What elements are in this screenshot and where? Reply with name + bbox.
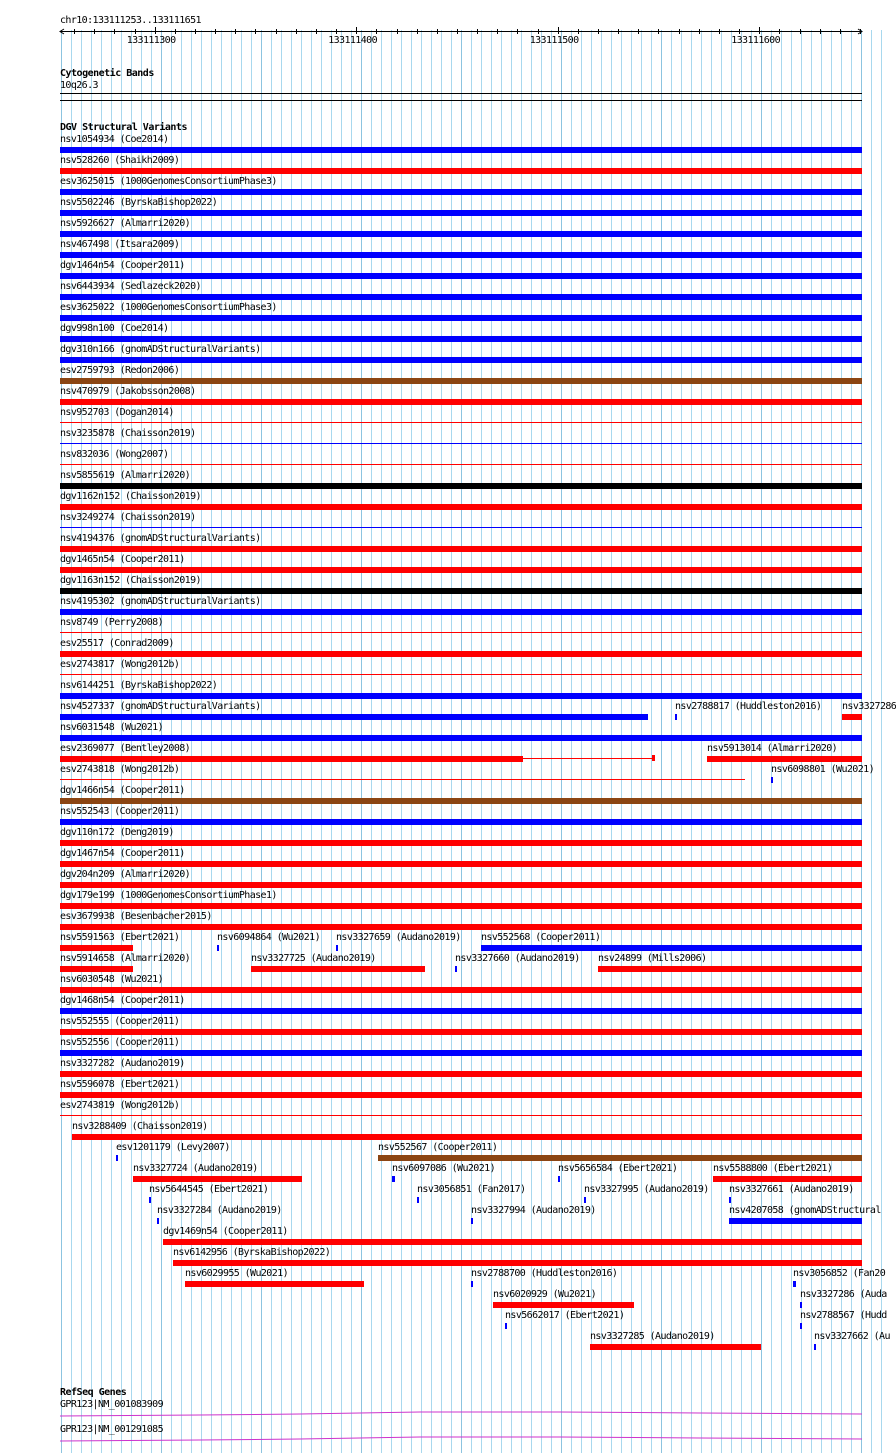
variant-bar [598,966,862,972]
variant-bar [60,945,133,951]
refseq-track-title: RefSeq Genes [60,1387,127,1398]
variant-label[interactable]: nsv2788567 (Hudd [800,1310,887,1321]
variant-bar [493,1302,634,1308]
variant-label[interactable]: dgv204n209 (Almarri2020) [60,869,191,880]
variant-bar [60,735,862,741]
variant-bar [60,399,862,405]
variant-bar [60,674,862,675]
variant-label[interactable]: nsv552543 (Cooper2011) [60,806,180,817]
variant-label[interactable]: nsv6443934 (Sedlazeck2020) [60,281,201,292]
variant-label[interactable]: esv25517 (Conrad2009) [60,638,174,649]
variant-bar [336,945,338,951]
variant-bar [60,714,648,720]
variant-bar [60,924,862,930]
variant-bar [60,1050,862,1056]
variant-label[interactable]: dgv310n166 (gnomADStructuralVariants) [60,344,261,355]
variant-label[interactable]: nsv3327662 (Au [814,1331,890,1342]
variant-bar [173,1260,862,1266]
variant-bar [590,1344,761,1350]
variant-label[interactable]: nsv4194376 (gnomADStructuralVariants) [60,533,261,544]
variant-bar [707,756,862,762]
variant-label[interactable]: dgv1468n54 (Cooper2011) [60,995,185,1006]
variant-bar [60,1008,862,1014]
variant-bar [60,273,862,279]
variant-bar [60,1029,862,1035]
variant-connector [523,758,652,759]
variant-label[interactable]: dgv1466n54 (Cooper2011) [60,785,185,796]
variant-bar [149,1197,151,1203]
variant-bar [455,966,457,972]
variant-bar [60,840,862,846]
variant-bar [60,1115,862,1116]
variant-label[interactable]: nsv3327661 (Audano2019) [729,1184,854,1195]
variant-bar [471,1218,473,1224]
variant-bar [251,966,425,972]
variant-label[interactable]: dgv1465n54 (Cooper2011) [60,554,185,565]
variant-label[interactable]: esv3679938 (Besenbacher2015) [60,911,212,922]
variant-label[interactable]: nsv3249274 (Chaisson2019) [60,512,196,523]
variant-label[interactable]: nsv6030548 (Wu2021) [60,974,163,985]
ruler-tick-label: 133111500 [529,35,579,46]
variant-label[interactable]: nsv2788817 (Huddleston2016) [675,701,822,712]
variant-bar [60,422,862,423]
variant-block [652,755,655,761]
variant-label[interactable]: nsv5591563 (Ebert2021) [60,932,180,943]
variant-label[interactable]: nsv5502246 (ByrskaBishop2022) [60,197,218,208]
ruler-tick-label: 133111600 [731,35,781,46]
variant-bar [60,189,862,195]
variant-label[interactable]: esv2369077 (Bentley2008) [60,743,191,754]
variant-bar [60,756,523,762]
variant-bar [60,378,862,384]
dgv-track-title: DGV Structural Variants [60,122,187,133]
variant-label[interactable]: nsv3327660 (Audano2019) [455,953,580,964]
variant-label[interactable]: nsv5926627 (Almarri2020) [60,218,191,229]
variant-label[interactable]: nsv467498 (Itsara2009) [60,239,180,250]
variant-label[interactable]: nsv3327286 (Auda [800,1289,887,1300]
gene-model [60,1437,862,1441]
variant-bar [60,651,862,657]
ruler-tick-label: 133111400 [328,35,377,46]
variant-label[interactable]: dgv179e199 (1000GenomesConsortiumPhase1) [60,890,277,901]
variant-label[interactable]: nsv5662017 (Ebert2021) [505,1310,625,1321]
variant-bar [60,504,862,510]
variant-bar [60,210,862,216]
variant-bar [60,464,862,465]
variant-bar [60,336,862,342]
variant-bar [60,1071,862,1077]
variant-bar [60,798,862,804]
variant-bar [60,567,862,573]
variant-bar [60,966,133,972]
variant-label[interactable]: nsv4527337 (gnomADStructuralVariants) [60,701,261,712]
variant-bar [60,294,862,300]
variant-bar [60,632,862,633]
gene-model [60,1412,862,1416]
variant-label[interactable]: nsv2788700 (Huddleston2016) [471,1268,618,1279]
variant-bar [60,546,862,552]
variant-label[interactable]: esv1201179 (Levy2007) [116,1142,230,1153]
variant-bar [60,231,862,237]
variant-label[interactable]: nsv3056851 (Fan2017) [417,1184,526,1195]
variant-bar [675,714,677,720]
variant-label[interactable]: nsv832036 (Wong2007) [60,449,169,460]
ruler-tick-label: 133111300 [126,35,176,46]
variant-label[interactable]: nsv5914658 (Almarri2020) [60,953,191,964]
variant-bar [60,315,862,321]
variant-bar [842,714,862,720]
variant-bar [60,527,862,528]
variant-label[interactable]: esv2743819 (Wong2012b) [60,1100,180,1111]
variant-bar [60,1092,862,1098]
variant-label[interactable]: nsv5644545 (Ebert2021) [149,1184,269,1195]
variant-label[interactable]: nsv6142956 (ByrskaBishop2022) [173,1247,331,1258]
variant-bar [558,1176,560,1182]
cytoband-track-title: Cytogenetic Bands [60,68,154,79]
variant-label[interactable]: nsv528260 (Shaikh2009) [60,155,180,166]
variant-label[interactable]: nsv5596078 (Ebert2021) [60,1079,180,1090]
variant-bar [60,443,862,444]
variant-bar [417,1197,419,1203]
variant-bar [60,882,862,888]
variant-label[interactable]: nsv3327659 (Audano2019) [336,932,461,943]
variant-label[interactable]: nsv6020929 (Wu2021) [493,1289,596,1300]
variant-bar [116,1155,118,1161]
variant-bar [729,1218,862,1224]
variant-bar [60,861,862,867]
variant-label[interactable]: dgv1162n152 (Chaisson2019) [60,491,201,502]
variant-bar [584,1197,586,1203]
variant-bar [771,777,773,783]
variant-bar [60,357,862,363]
variant-label[interactable]: dgv998n100 (Coe2014) [60,323,169,334]
variant-label[interactable]: dgv1163n152 (Chaisson2019) [60,575,201,586]
variant-label[interactable]: nsv5855619 (Almarri2020) [60,470,191,481]
variant-label[interactable]: nsv1054934 (Coe2014) [60,134,169,145]
variant-bar [185,1281,364,1287]
variant-bar [793,1281,796,1287]
variant-label[interactable]: nsv6098801 (Wu2021) [771,764,874,775]
variant-bar [60,147,862,153]
variant-label[interactable]: nsv5913014 (Almarri2020) [707,743,838,754]
variant-bar [60,168,862,174]
variant-bar [60,483,862,489]
variant-label[interactable]: nsv552568 (Cooper2011) [481,932,601,943]
variant-bar [60,779,745,780]
variant-bar [133,1176,302,1182]
variant-bar [729,1197,731,1203]
gene-label: GPR123|NM_001083909 [60,1399,163,1410]
variant-label[interactable]: nsv5588800 (Ebert2021) [713,1163,833,1174]
variant-label[interactable]: nsv5656584 (Ebert2021) [558,1163,678,1174]
variant-bar [814,1344,816,1350]
variant-label[interactable]: nsv6029955 (Wu2021) [185,1268,288,1279]
variant-bar [800,1323,802,1329]
variant-bar [60,609,862,615]
variant-label[interactable]: dgv1464n54 (Cooper2011) [60,260,185,271]
variant-bar [60,819,862,825]
variant-label[interactable]: esv2743817 (Wong2012b) [60,659,180,670]
variant-label[interactable]: esv2759793 (Redon2006) [60,365,180,376]
variant-label[interactable]: nsv3327282 (Audano2019) [60,1058,185,1069]
variant-label[interactable]: esv3625022 (1000GenomesConsortiumPhase3) [60,302,277,313]
variant-label[interactable]: nsv6031548 (Wu2021) [60,722,163,733]
cytoband-label: 10q26.3 [60,80,98,91]
variant-label[interactable]: nsv4207058 (gnomADStructural [729,1205,881,1216]
variant-label[interactable]: nsv3327724 (Audano2019) [133,1163,258,1174]
variant-label[interactable]: nsv3327286 [842,701,896,712]
variant-label[interactable]: nsv6094864 (Wu2021) [217,932,320,943]
variant-bar [72,1134,862,1140]
variant-label[interactable]: nsv3056852 (Fan20 [793,1268,886,1279]
variant-bar [713,1176,862,1182]
variant-label[interactable]: nsv4195302 (gnomADStructuralVariants) [60,596,261,607]
variant-bar [378,1155,862,1161]
variant-label[interactable]: nsv8749 (Perry2008) [60,617,163,628]
variant-label[interactable]: nsv552555 (Cooper2011) [60,1016,180,1027]
variant-label[interactable]: nsv470979 (Jakobsson2008) [60,386,196,397]
variant-label[interactable]: nsv552556 (Cooper2011) [60,1037,180,1048]
variant-label[interactable]: dgv1469n54 (Cooper2011) [163,1226,288,1237]
variant-label[interactable]: nsv3327994 (Audano2019) [471,1205,596,1216]
variant-label[interactable]: nsv24899 (Mills2006) [598,953,707,964]
variant-label[interactable]: esv3625015 (1000GenomesConsortiumPhase3) [60,176,277,187]
variant-label[interactable]: nsv3327995 (Audano2019) [584,1184,709,1195]
variant-label[interactable]: nsv952703 (Dogan2014) [60,407,174,418]
variant-bar [163,1239,862,1245]
variant-label[interactable]: dgv1467n54 (Cooper2011) [60,848,185,859]
variant-label[interactable]: nsv3288409 (Chaisson2019) [72,1121,208,1132]
variant-label[interactable]: nsv3327725 (Audano2019) [251,953,376,964]
variant-bar [60,252,862,258]
variant-label[interactable]: esv2743818 (Wong2012b) [60,764,180,775]
gene-label: GPR123|NM_001291085 [60,1424,163,1435]
variant-bar [157,1218,159,1224]
variant-label[interactable]: nsv3327285 (Audano2019) [590,1331,715,1342]
variant-bar [505,1323,507,1329]
variant-label[interactable]: nsv3235878 (Chaisson2019) [60,428,196,439]
position-label: chr10:133111253..133111651 [60,15,201,26]
variant-label[interactable]: dgv110n172 (Deng2019) [60,827,174,838]
variant-bar [60,903,862,909]
variant-label[interactable]: nsv3327284 (Audano2019) [157,1205,282,1216]
variant-bar [481,945,862,951]
variant-bar [60,588,862,594]
variant-bar [800,1302,802,1308]
variant-bar [217,945,219,951]
variant-label[interactable]: nsv6097086 (Wu2021) [392,1163,495,1174]
variant-bar [60,987,862,993]
variant-label[interactable]: nsv6144251 (ByrskaBishop2022) [60,680,218,691]
variant-bar [392,1176,395,1182]
variant-bar [471,1281,473,1287]
variant-bar [60,693,862,699]
variant-label[interactable]: nsv552567 (Cooper2011) [378,1142,498,1153]
